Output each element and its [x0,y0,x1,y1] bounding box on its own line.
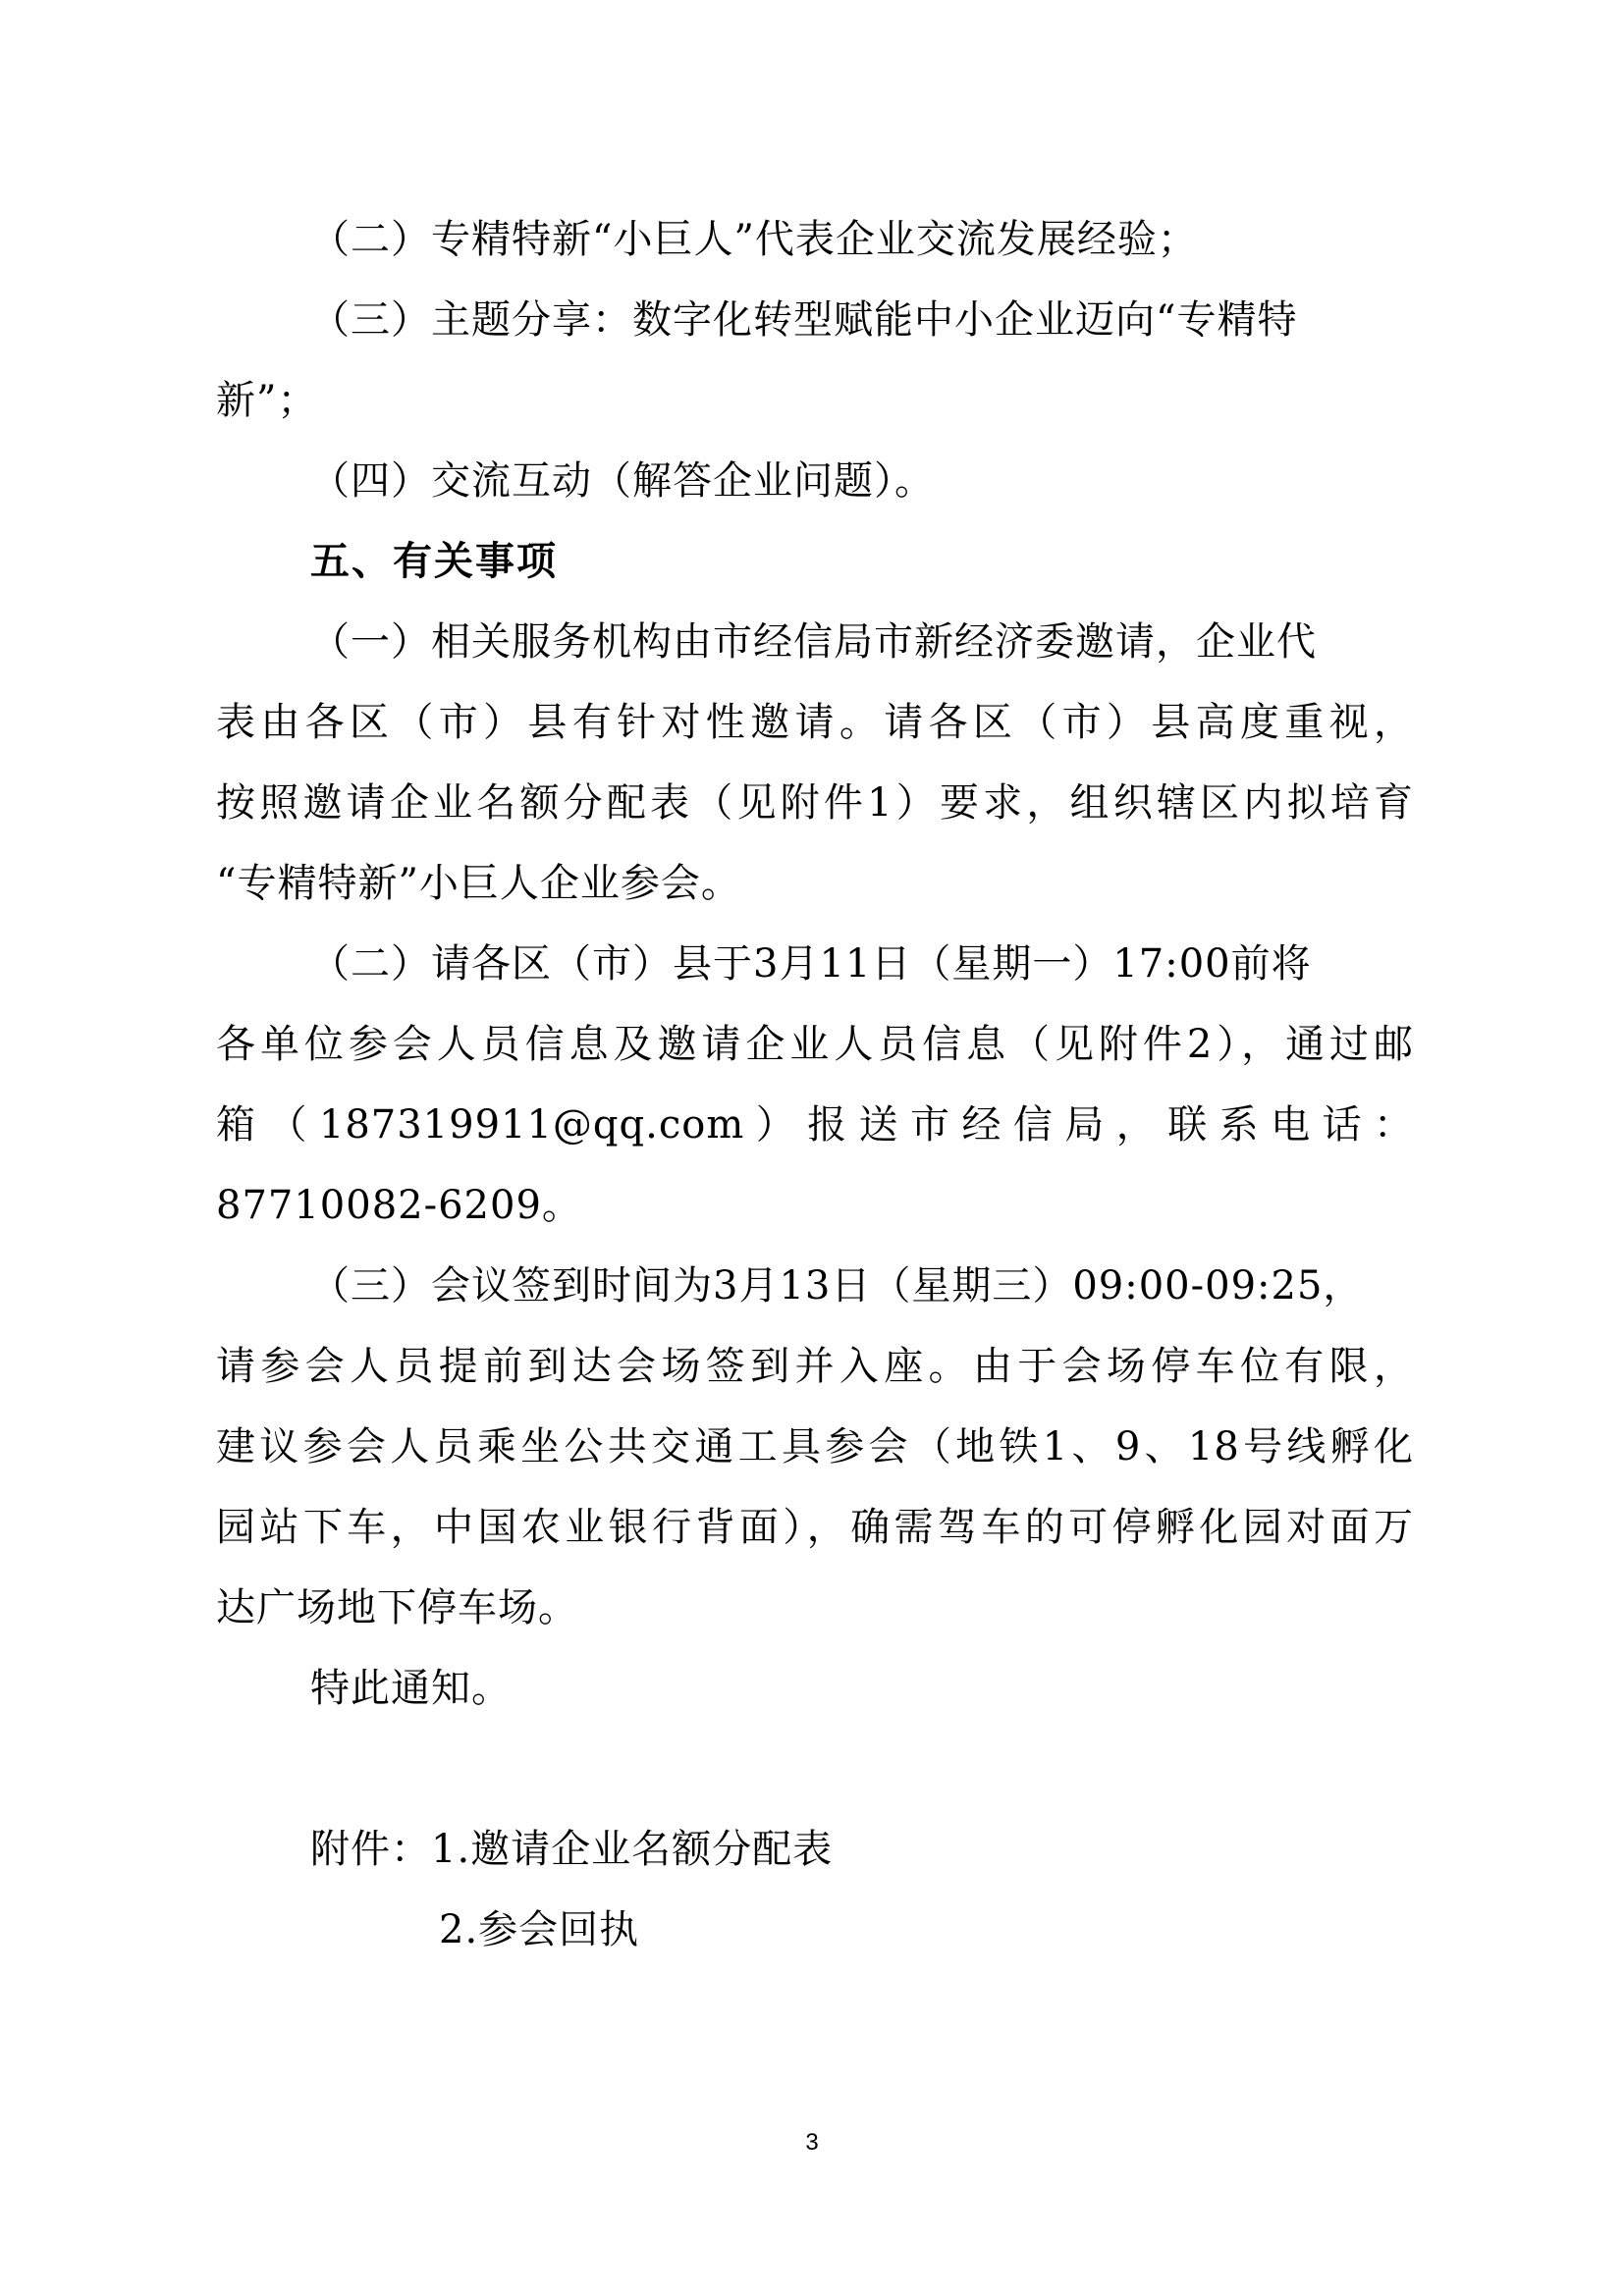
matter-1-line-4: “专精特新”小巨人企业参会。 [216,861,741,906]
matter-3-line-3: 建议参会人员乘坐公共交通工具参会（地铁1、9、18号线孵化 [216,1424,1414,1469]
matter-3-line-1: （三）会议签到时间为3月13日（星期三）09:00-09:25， [310,1263,1364,1308]
section-five-heading: 五、有关事项 [310,538,558,584]
matter-3-line-2: 请参会人员提前到达会场签到并入座。由于会场停车位有限， [216,1344,1414,1389]
agenda-item-4: （四）交流互动（解答企业问题）。 [310,458,935,504]
page-number: 3 [805,2129,819,2156]
attachments-label: 附件： [310,1827,431,1872]
matter-1-line-1: （一）相关服务机构由市经信局市新经济委邀请，企业代 [310,619,1317,665]
agenda-item-3-line-2: 新”； [216,378,318,423]
matter-3-line-4: 园站下车，中国农业银行背面），确需驾车的可停孵化园对面万 [216,1505,1414,1550]
closing-text: 特此通知。 [310,1666,512,1711]
agenda-item-2: （二）专精特新“小巨人”代表企业交流发展经验； [310,217,1198,262]
attachment-item-2: 2.参会回执 [439,1907,640,1952]
matter-2-line-4: 87710082-6209。 [216,1183,582,1228]
matter-2-line-3: 箱（187319911@qq.com）报送市经信局，联系电话： [216,1102,1414,1148]
agenda-item-3-line-1: （三）主题分享：数字化转型赋能中小企业迈向“专精特 [310,297,1298,343]
attachment-item-1: 1.邀请企业名额分配表 [431,1827,834,1872]
attachments-block [310,1826,833,1873]
matter-2-line-1: （二）请各区（市）县于3月11日（星期一）17:00前将 [310,941,1312,987]
matter-3-line-5: 达广场地下停车场。 [216,1585,578,1630]
matter-1-line-2: 表由各区（市）县有针对性邀请。请各区（市）县高度重视， [216,700,1414,745]
matter-2-line-2: 各单位参会人员信息及邀请企业人员信息（见附件2），通过邮 [216,1022,1414,1067]
matter-1-line-3: 按照邀请企业名额分配表（见附件1）要求，组织辖区内拟培育 [216,780,1414,826]
